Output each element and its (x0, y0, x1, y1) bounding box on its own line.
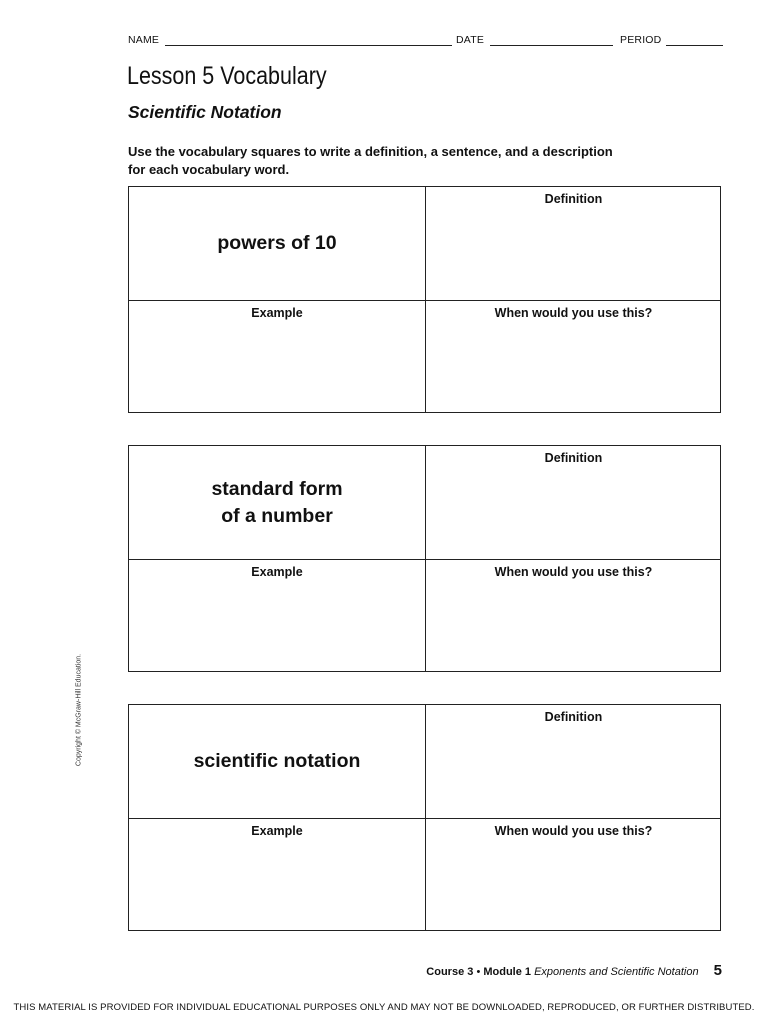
lesson-title: Lesson 5 Vocabulary (127, 62, 327, 90)
vocab-term: standard form of a number (211, 477, 343, 527)
lesson-subtitle: Scientific Notation (128, 102, 282, 122)
definition-label: Definition (544, 710, 603, 724)
module-label: Module 1 (483, 966, 532, 978)
separator-bullet: • (476, 966, 481, 978)
instructions-line-1: Use the vocabulary squares to write a definition, a sentence, and a description (128, 144, 613, 159)
distribution-disclaimer: THIS MATERIAL IS PROVIDED FOR INDIVIDUAL EDUCATIONAL PURPOSES ONLY AND MAY NOT BE DOWNLOADED, REPRODUCED, OR FURTHER DISTRIBUTED. (13, 1002, 755, 1013)
date-label: DATE (456, 34, 485, 46)
when-use-label: When would you use this? (494, 824, 653, 838)
vocab-square-scientific-notation (128, 704, 721, 931)
definition-label: Definition (544, 192, 603, 206)
when-use-label: When would you use this? (494, 306, 653, 320)
instructions-line-2: for each vocabulary word. (128, 162, 290, 177)
module-title: Exponents and Scientific Notation (534, 966, 699, 978)
vocab-term: scientific notation (193, 750, 361, 772)
when-use-label: When would you use this? (494, 565, 653, 579)
definition-label: Definition (544, 451, 603, 465)
course-label: Course 3 (426, 966, 474, 978)
page-footer (426, 962, 722, 979)
page-number: 5 (713, 962, 722, 979)
vocab-term: powers of 10 (217, 232, 337, 254)
example-label: Example (251, 306, 303, 320)
name-label: NAME (128, 34, 160, 46)
example-label: Example (251, 824, 303, 838)
vocab-square-standard-form (128, 445, 721, 672)
divider (129, 818, 720, 819)
student-info-header (128, 34, 723, 48)
copyright-notice: Copyright © McGraw-Hill Education. (75, 653, 83, 767)
vocab-square-powers-of-10 (128, 186, 721, 413)
name-field[interactable] (165, 45, 452, 46)
instructions (128, 143, 648, 179)
divider (129, 300, 720, 301)
date-field[interactable] (490, 45, 613, 46)
example-label: Example (251, 565, 303, 579)
period-label: PERIOD (620, 34, 662, 46)
divider (129, 559, 720, 560)
period-field[interactable] (666, 45, 723, 46)
